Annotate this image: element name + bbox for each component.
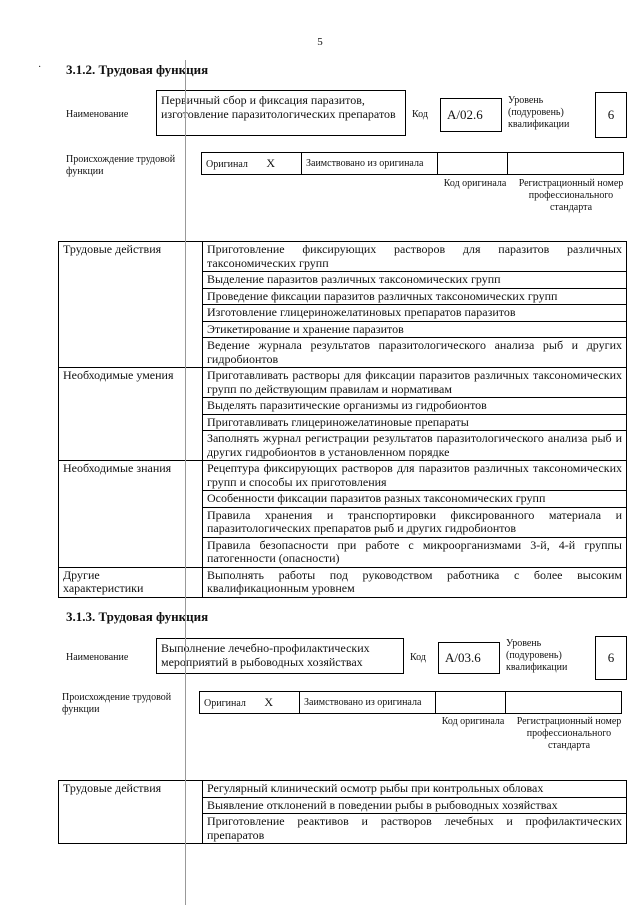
code-label: Код: [410, 652, 426, 663]
table-row: [59, 242, 627, 272]
margin-mark: ·: [38, 62, 42, 73]
level-value: 6: [595, 92, 627, 138]
level-value: 6: [595, 636, 627, 680]
list-item: Приготовление фиксирующих растворов для паразитов различных таксономических групп: [203, 242, 627, 272]
page-number: 5: [317, 36, 323, 48]
group-spacer: [185, 242, 203, 368]
list-item: Выделение паразитов различных таксономических групп: [203, 272, 627, 289]
original-mark: X: [264, 695, 274, 709]
section-title: 3.1.2. Трудовая функция: [66, 62, 209, 77]
code-value: A/02.6: [440, 98, 502, 132]
group-spacer: [185, 368, 203, 461]
original-label: Оригинал: [204, 698, 246, 709]
list-item: Приготовление реактивов и растворов лечебных и профилактических препаратов: [203, 814, 627, 844]
original-label: Оригинал: [206, 159, 248, 170]
origin-table: [199, 691, 622, 714]
code-original-caption: Код оригинала: [443, 178, 507, 189]
list-item: Этикетирование и хранение паразитов: [203, 321, 627, 338]
origin-label: Происхождение трудовой функции: [62, 692, 172, 715]
reg-number-cell: [506, 692, 622, 714]
name-label: Наименование: [66, 109, 129, 120]
borrowed-label: Заимствовано из оригинала: [300, 692, 436, 714]
table-row: [59, 781, 627, 798]
name-label: Наименование: [66, 652, 129, 663]
list-item: Правила хранения и транспортировки фиксированного материала и паразитологических препаратов рыб и других гидробионтов: [203, 507, 627, 537]
code-original-cell: [438, 153, 508, 175]
list-item: Заполнять журнал регистрации результатов паразитологического анализа рыб и других гидробионтов в установленном порядке: [203, 431, 627, 461]
list-item: Изготовление глицериножелатиновых препаратов паразитов: [203, 305, 627, 322]
scan-line: [185, 60, 186, 905]
section-title: 3.1.3. Трудовая функция: [66, 609, 209, 624]
list-item: Выполнять работы под руководством работника с более высоким квалификационным уровнем: [203, 567, 627, 597]
group-label: Другие характеристики: [59, 567, 185, 597]
list-item: Проведение фиксации паразитов различных таксономических групп: [203, 288, 627, 305]
function-name: Первичный сбор и фиксация паразитов, изготовление паразитологических препаратов: [156, 90, 406, 136]
borrowed-label: Заимствовано из оригинала: [302, 153, 438, 175]
list-item: Правила безопасности при работе с микроорганизмами 3-й, 4-й группы патогенности (опасности): [203, 537, 627, 567]
list-item: Особенности фиксации паразитов разных таксономических групп: [203, 491, 627, 508]
code-original-cell: [436, 692, 506, 714]
origin-label: Происхождение трудовой функции: [66, 154, 176, 177]
list-item: Выявление отклонений в поведении рыбы в рыбоводных хозяйствах: [203, 797, 627, 814]
table-row: [59, 461, 627, 491]
table-row: [59, 368, 627, 398]
group-label: Трудовые действия: [59, 781, 185, 844]
group-spacer: [185, 461, 203, 568]
reg-number-caption: Регистрационный номер профессионального стандарта: [516, 716, 622, 751]
group-spacer: [185, 567, 203, 597]
list-item: Ведение журнала результатов паразитологического анализа рыб и других гидробионтов: [203, 338, 627, 368]
list-item: Приготавливать растворы для фиксации паразитов различных таксономических групп по действующим правилам и нормативам: [203, 368, 627, 398]
code-label: Код: [412, 109, 428, 120]
origin-table: [201, 152, 624, 175]
group-label: Трудовые действия: [59, 242, 185, 368]
table-row: [59, 567, 627, 597]
original-mark: X: [266, 156, 276, 170]
group-label: Необходимые знания: [59, 461, 185, 568]
list-item: Рецептура фиксирующих растворов для паразитов различных таксономических групп и способы их приготовления: [203, 461, 627, 491]
function-name: Выполнение лечебно-профилактических мероприятий в рыбоводных хозяйствах: [156, 638, 404, 674]
group-spacer: [185, 781, 203, 844]
list-item: Приготавливать глицериножелатиновые препараты: [203, 414, 627, 431]
reg-number-caption: Регистрационный номер профессионального стандарта: [518, 178, 624, 213]
level-label: Уровень (подуровень) квалификации: [506, 638, 568, 673]
level-label: Уровень (подуровень) квалификации: [508, 95, 570, 130]
list-item: Выделять паразитические организмы из гидробионтов: [203, 398, 627, 415]
group-label: Необходимые умения: [59, 368, 185, 461]
list-item: Регулярный клинический осмотр рыбы при контрольных обловах: [203, 781, 627, 798]
code-value: A/03.6: [438, 642, 500, 674]
competency-table: [58, 241, 627, 598]
reg-number-cell: [508, 153, 624, 175]
code-original-caption: Код оригинала: [441, 716, 505, 727]
competency-table: [58, 780, 627, 844]
